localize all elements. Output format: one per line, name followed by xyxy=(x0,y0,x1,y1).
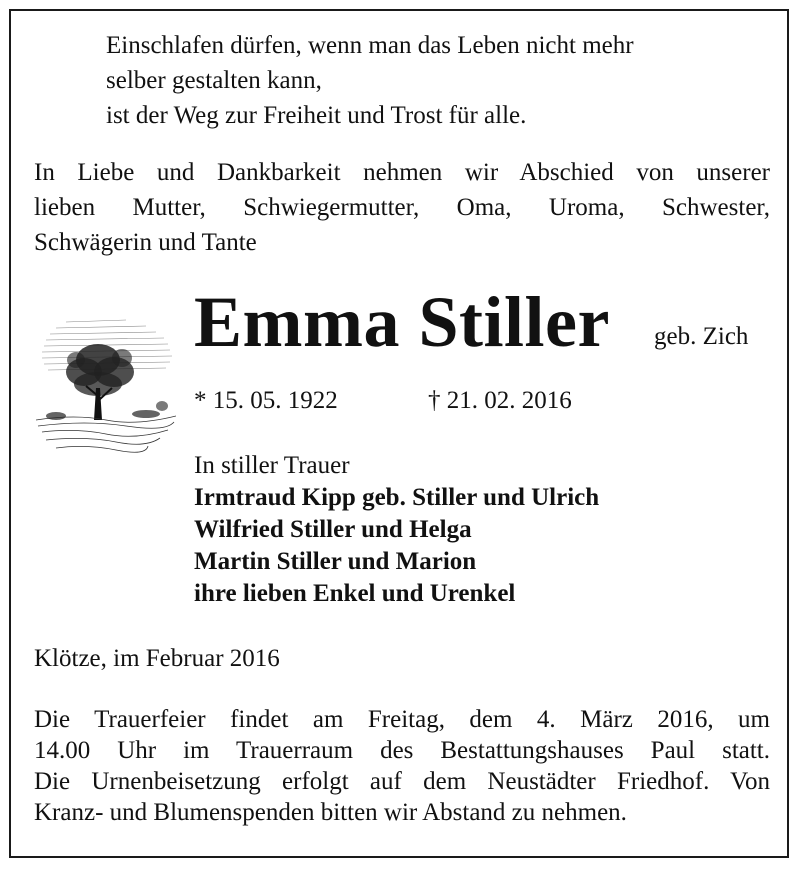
death-date: † 21. 02. 2016 xyxy=(428,387,572,414)
poem-line: ist der Weg zur Freiheit und Trost für alle. xyxy=(106,102,527,129)
mourner: Irmtraud Kipp geb. Stiller und Ulrich xyxy=(194,484,600,511)
birth-date: * 15. 05. 1922 xyxy=(194,387,338,414)
intro-line: Schwägerin und Tante xyxy=(34,229,257,256)
mourner: Martin Stiller und Marion xyxy=(194,548,477,575)
mourners-list xyxy=(194,450,754,610)
deceased-name-row xyxy=(194,282,774,362)
deceased-name: Emma Stiller xyxy=(194,282,610,362)
maiden-name: geb. Zich xyxy=(654,323,749,350)
mourner: ihre lieben Enkel und Urenkel xyxy=(194,580,516,607)
service-line: Die Urnenbeisetzung erfolgt auf dem Neustädter Friedhof. Von xyxy=(34,768,770,795)
poem-line: Einschlafen dürfen, wenn man das Leben nicht mehr xyxy=(106,32,634,59)
service-line: 14.00 Uhr im Trauerraum des Bestattungshauses Paul statt. xyxy=(34,737,770,764)
intro-line: In Liebe und Dankbarkeit nehmen wir Abschied von unserer xyxy=(34,159,770,186)
farewell-intro xyxy=(34,155,770,260)
intro-line: lieben Mutter, Schwiegermutter, Oma, Uroma, Schwester, xyxy=(34,194,770,221)
place-and-date: Klötze, im Februar 2016 xyxy=(34,645,280,672)
service-line: Kranz- und Blumenspenden bitten wir Abstand zu nehmen. xyxy=(34,799,627,826)
poem xyxy=(106,28,746,133)
mourner: Wilfried Stiller und Helga xyxy=(194,516,472,543)
poem-line: selber gestalten kann, xyxy=(106,67,322,94)
service-line: Die Trauerfeier findet am Freitag, dem 4. März 2016, um xyxy=(34,706,770,733)
mourning-heading: In stiller Trauer xyxy=(194,452,350,479)
tree-landscape-icon xyxy=(36,308,176,458)
funeral-service-info xyxy=(34,704,770,828)
